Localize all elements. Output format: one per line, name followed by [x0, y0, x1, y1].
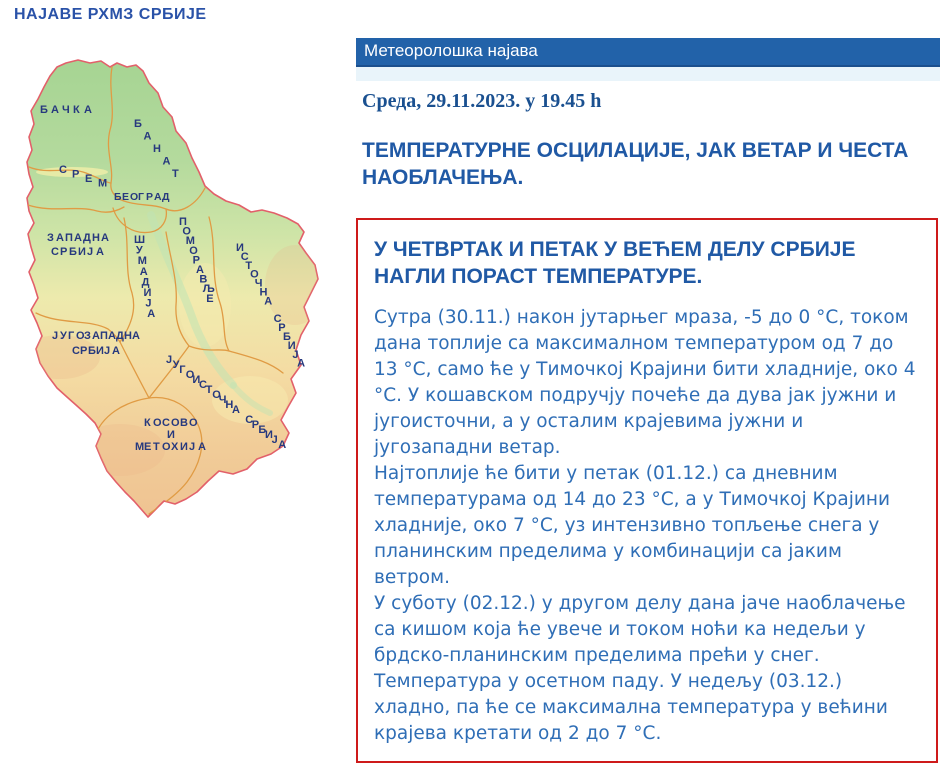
warning-paragraph-1: Сутра (30.11.) након јутарњег мраза, -5 до 0 °C, током дана топлије са максималном температуром од 7 до 13 °C, само ће у Тимочкој Крајини бити хладније, око 4 °C. У кошавском подручју почеће да дува јак јужни и југоисточни, а у осталим крајевима јужни и југозападни ветар. — [374, 307, 916, 459]
map-label-srem: С Р Е М — [59, 164, 108, 190]
warning-body — [374, 305, 922, 747]
map-label-jugozapadna-srbija-line1: Ј УГ ОЗАПАДНА — [52, 330, 140, 342]
serbia-map-image — [0, 55, 345, 525]
map-label-banat: БАНАТ — [134, 118, 179, 180]
announcement-panel — [356, 38, 940, 763]
panel-header-strip — [356, 67, 940, 81]
map-label-kosovo-line2: И — [167, 429, 175, 441]
map-label-kosovo-line3: МЕ Т ОХ ИЈ А — [135, 441, 206, 453]
terrain-patch — [75, 424, 165, 476]
map-label-istocna-srbija: И С Т О Ч Н А С Р Б И Ј А — [236, 242, 306, 370]
warning-box — [356, 218, 938, 763]
map-label-jugoistocna-srbija: ЈУГОИСТОЧНА СРБИЈА — [166, 354, 287, 451]
map-label-zapadna-srbija-line2: СР БИЈ А — [51, 246, 104, 258]
issue-datetime: Среда, 29.11.2023. у 19.45 h — [362, 90, 602, 112]
warning-title: У ЧЕТВРТАК И ПЕТАК У ВЕЋЕМ ДЕЛУ СРБИЈЕ НАГЛИ ПОРАСТ ТЕМПЕРАТУРЕ. — [374, 237, 856, 288]
panel-header-label: Метеоролошка најава — [364, 41, 538, 60]
warning-paragraph-3: У суботу (02.12.) у другом делу дана јаче наоблачење са кишом која ће увече и током ноћи ка недељи у брдско-планинским пределима прећи у снег. Температура у осетном паду. У недељу (03.12.) хладно, па ће се максимална температура у већини крајева кретати од 2 до 7 °C. — [374, 593, 906, 745]
map-label-backa: Б А Ч К А — [40, 104, 92, 116]
map-label-beograd: БЕОГ РАД — [114, 191, 170, 203]
map-label-zapadna-srbija-line1: З АПАДНА — [47, 232, 109, 244]
map-label-sumadija: Ш У М А Д И Ј А — [134, 234, 156, 321]
map-label-kosovo-line1: К ОСОВО — [144, 417, 198, 429]
panel-header-bar — [356, 38, 940, 67]
serbia-region-map — [0, 55, 345, 525]
map-label-pomoravlje: П О М О Р А В Љ Е — [179, 216, 215, 305]
forecast-headline: ТЕМПЕРАТУРНЕ ОСЦИЛАЦИЈЕ, ЈАК ВЕТАР И ЧЕСТА НАОБЛАЧЕЊА. — [362, 139, 909, 190]
map-label-jugozapadna-srbija-line2: СРБИЈ А — [72, 345, 120, 357]
warning-paragraph-2: Најтоплије ће бити у петак (01.12.) са дневним температурама од 14 до 23 °C, а у Тимочкој Крајини хладније, око 7 °C, уз интензивно топљење снега у планинским пределима у комбинацији са јаким ветром. — [374, 463, 890, 589]
page-title: НАЈАВЕ РХМЗ СРБИЈЕ — [14, 6, 207, 23]
